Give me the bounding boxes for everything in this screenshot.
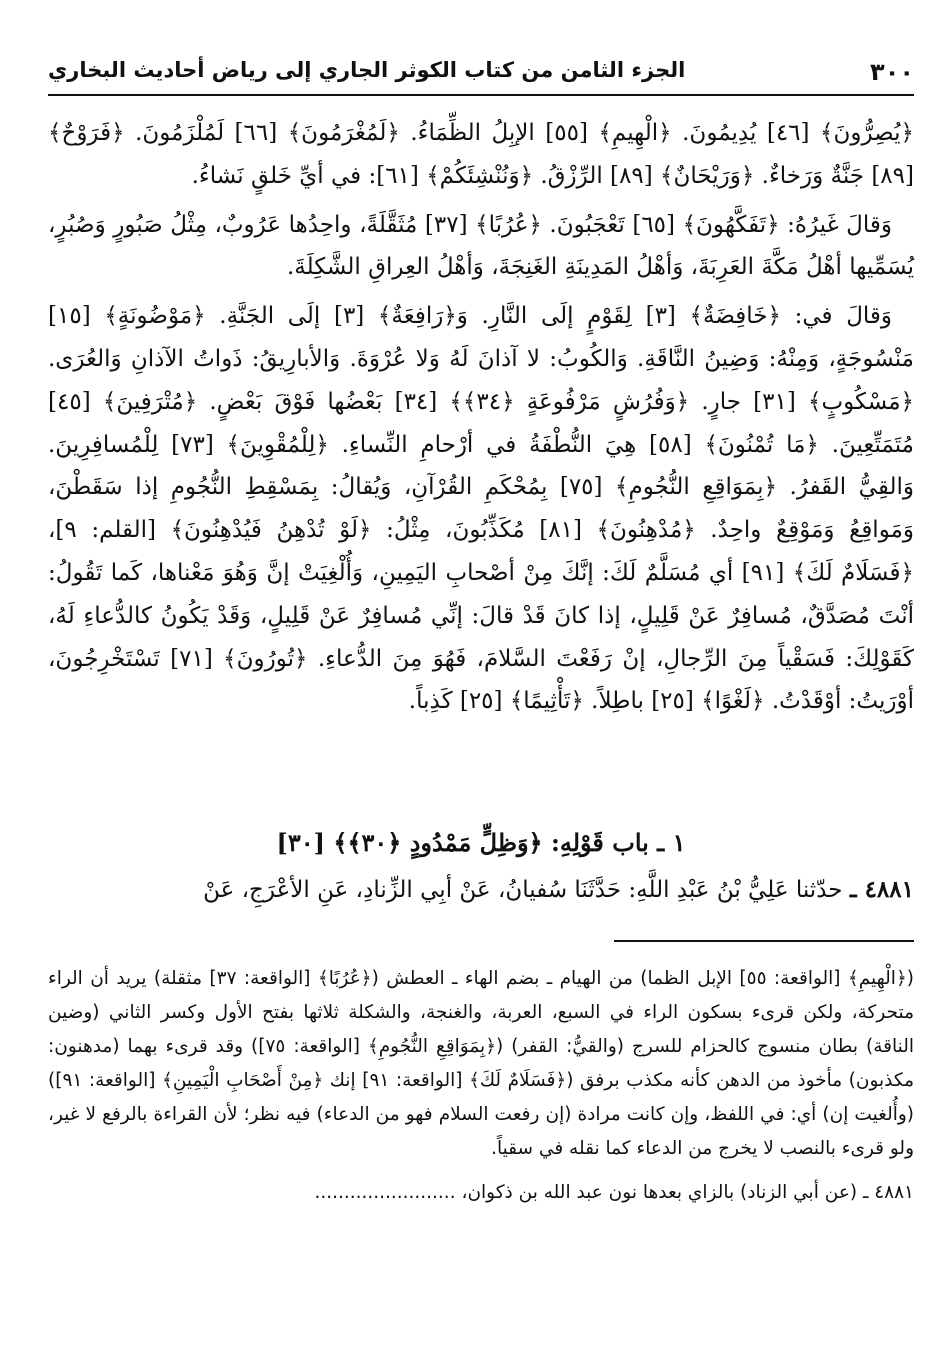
footnote-2 bbox=[48, 1176, 914, 1210]
footnote-1: (﴿الْهِيمِ﴾ [الواقعة: ٥٥] الإبل الظما) من الهيام ـ بضم الهاء ـ العطش (﴿عُرُبًا﴾ [الواقعة: ٣٧] مثقلة) يريد أن الراء متحركة، ولكن قرىء بسكون الراء في السبع، العربة، والغنجة، والشكلة ثلاثها بفتح الأول وكسر الثاني (وضين الناقة) بطان منسوج كالحزام للسرج (والقيُّ: القفر) (﴿بِمَوَاقِعِ النُّجُومِ﴾ [الواقعة: ٧٥]) وقد قرىء بهما (مدهنون: مكذبون) مأخوذ من الدهن كأنه مكذب برفق (﴿فَسَلَامٌ لَكَ﴾ [الواقعة: ٩١] إنك ﴿مِنْ أَصْحَابِ الْيَمِينِ﴾ [الواقعة: ٩١]) (وأُلغيت إن) أي: في اللفظ، وإن كانت مرادة (إن رفعت السلام فهو من الدعاء) فيه نظر؛ لأن القراءة بالرفع لا غير، ولو قرىء بالنصب لا يخرج من الدعاء كما نقله في سقياً. bbox=[48, 968, 915, 1159]
running-title: الجزء الثامن من كتاب الكوثر الجاري إلى رياض أحاديث البخاري bbox=[48, 58, 686, 82]
page-header bbox=[48, 52, 914, 96]
footnote-2-dots: ........................ bbox=[314, 1182, 456, 1203]
paragraph-1: ﴿يُصِرُّونَ﴾ [٤٦] يُدِيمُونَ. ﴿الْهِيمِ﴾ [٥٥] الإبِلُ الظِّمَاءُ. ﴿لَمُغْرَمُونَ﴾ [٦٦] لَمُلْزَمُونَ. ﴿فَرَوْحٌ﴾ [٨٩] جَنَّةٌ وَرَخاءٌ. ﴿وَرَيْحَانٌ﴾ [٨٩] الرِّزْقُ. ﴿وَنُنْشِئَكُمْ﴾ [٦١]: في أيِّ خَلقٍ نَشاءُ. bbox=[48, 120, 914, 189]
hadith-text bbox=[48, 870, 914, 910]
page-number: ٣٠٠ bbox=[870, 58, 914, 86]
main-text bbox=[48, 112, 914, 729]
hadith-number: ٤٨٨١ ـ bbox=[849, 876, 914, 903]
footnote-separator bbox=[614, 940, 914, 942]
footnotes bbox=[48, 962, 914, 1210]
footnote-2-text: ٤٨٨١ ـ (عن أبي الزناد) بالزاي بعدها نون عبد الله بن ذكوان، bbox=[461, 1182, 914, 1203]
chapter-heading: ١ ـ باب قَوْلِهِ: ﴿وَظِلٍّ مَمْدُودٍ ﴿٣٠﴾﴾ [٣٠] bbox=[276, 828, 686, 857]
paragraph-2: وَقالَ غَيرُهُ: ﴿تَفَكَّهُونَ﴾ [٦٥] تَعْجَبُونَ. ﴿عُرُبًا﴾ [٣٧] مُثَقَّلَةً، واحِدُها عَرُوبٌ، مِثْلُ صَبُورٍ وَصُبُرٍ، يُسَمِّيها أهْلُ مَكَّةَ العَرِبَةَ، وَأهْلُ المَدِينَةِ الغَنِجَةَ، وَأهْلُ العِراقِ الشَّكِلَةَ. bbox=[48, 211, 914, 281]
paragraph-3: وَقالَ في: ﴿خَافِضَةٌ﴾ [٣] لِقَوْمٍ إلَى النَّارِ. وَ﴿رَافِعَةٌ﴾ [٣] إلَى الجَنَّةِ. ﴿مَوْضُونَةٍ﴾ [١٥] مَنْسُوجَةٍ، وَمِنْهُ: وَضِينُ النَّاقَةِ. وَالكُوبُ: لا آذانَ لَهُ وَلا عُرْوَةَ. وَالأبارِيقُ: ذَواتُ الآذانِ وَالعُرَى. ﴿مَسْكُوبٍ﴾ [٣١] جارٍ. ﴿وَفُرُشٍ مَرْفُوعَةٍ ﴿٣٤﴾﴾ [٣٤] بَعْضُها فَوْقَ بَعْضٍ. ﴿مُتْرَفِينَ﴾ [٤٥] مُتَمَتِّعِينَ. ﴿مَا تُمْنُونَ﴾ [٥٨] هِيَ النُّطْفَةُ في أرْحامِ النِّساءِ. ﴿لِلْمُقْوِينَ﴾ [٧٣] لِلْمُسافِرِينَ. وَالقِيُّ القَفرُ. ﴿بِمَوَاقِعِ النُّجُومِ﴾ [٧٥] بِمُحْكَمِ القُرْآنِ، وَيُقالُ: بِمَسْقِطِ النُّجُومِ إذا سَقَطْنَ، وَمَواقِعُ وَمَوْقِعٌ واحِدٌ. ﴿مُدْهِنُونَ﴾ [٨١] مُكَذِّبُونَ، مِثْلُ: ﴿لَوْ تُدْهِنُ فَيُدْهِنُونَ﴾ [القلم: ٩]، ﴿فَسَلَامٌ لَكَ﴾ [٩١] أي مُسَلَّمٌ لَكَ: إنَّكَ مِنْ أصْحابِ اليَمِينِ، وَأُلْغِيَتْ إنَّ وَهُوَ مَعْناها، كَما تَقُولُ: أنْتَ مُصَدَّقٌ، مُسافِرٌ عَنْ قَلِيلٍ، إذا كانَ قَدْ قالَ: إنِّي مُسافِرٌ عَنْ قَلِيلٍ، وَقَدْ يَكُونُ كالدُّعاءِ لَهُ، كَقَوْلِكَ: فَسَقْياً مِنَ الرِّجالِ، إنْ رَفَعْتَ السَّلامَ، فَهُوَ مِنَ الدُّعاءِ. ﴿تُورُونَ﴾ [٧١] تَسْتَخْرِجُونَ، أوْرَيتُ: أوْقَدْتُ. ﴿لَغْوًا﴾ [٢٥] باطِلاً. ﴿تَأْثِيمًا﴾ [٢٥] كَذِباً. bbox=[48, 303, 915, 715]
hadith-body: حدّثنا عَلِيُّ بْنُ عَبْدِ اللَّهِ: حَدَّثَنَا سُفيانُ، عَنْ أبِي الزِّنادِ، عَنِ الأعْرَجِ، عَنْ bbox=[203, 877, 843, 903]
